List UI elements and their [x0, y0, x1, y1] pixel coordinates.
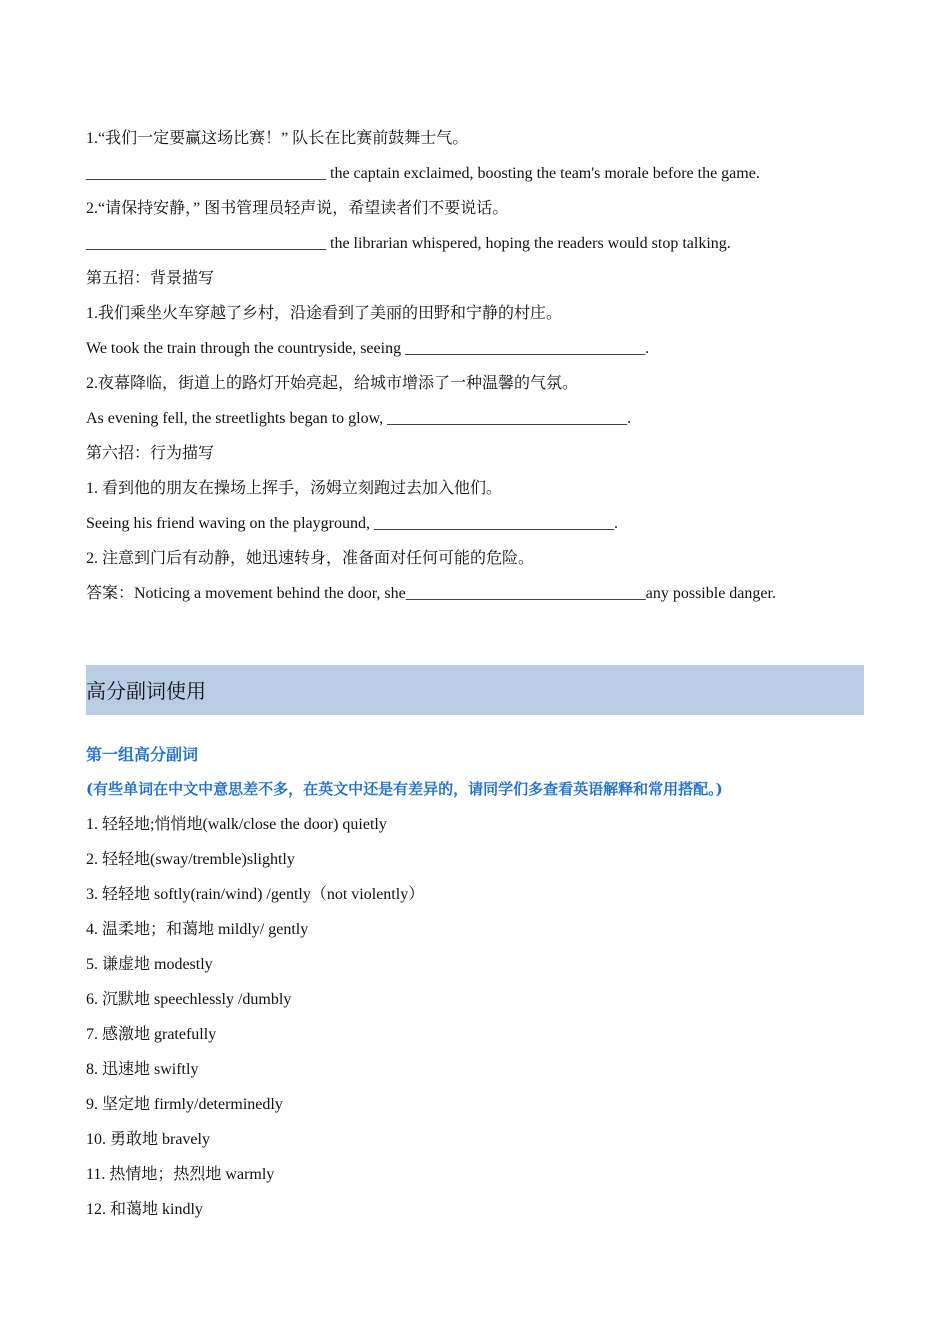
exercise-line: 1.“我们一定要赢这场比赛！” 队长在比赛前鼓舞士气。 — [86, 130, 469, 147]
document-page — [86, 121, 864, 1227]
list-item: 6. 沉默地 speechlessly /dumbly — [86, 991, 292, 1008]
exercise-line: 2. 注意到门后有动静，她迅速转身，准备面对任何可能的危险。 — [86, 550, 535, 567]
list-item: 1. 轻轻地;悄悄地(walk/close the door) quietly — [86, 816, 387, 833]
section-title-bar: 高分副词使用 — [86, 665, 864, 715]
exercise-line: 2.“请保持安静，” 图书管理员轻声说，希望读者们不要说话。 — [86, 200, 509, 217]
exercise-line: 2.夜幕降临，街道上的路灯开始亮起，给城市增添了一种温馨的气氛。 — [86, 375, 579, 392]
adverb-list — [86, 807, 864, 1227]
exercise-line: 1. 看到他的朋友在操场上挥手，汤姆立刻跑过去加入他们。 — [86, 480, 503, 497]
list-item: 8. 迅速地 swiftly — [86, 1061, 199, 1078]
list-item: 7. 感激地 gratefully — [86, 1026, 217, 1043]
list-item: 4. 温柔地；和蔼地 mildly/ gently — [86, 921, 309, 938]
group-note: (有些单词在中文中意思差不多，在英文中还是有差异的，请同学们多查看英语解释和常用搭配。) — [86, 780, 723, 798]
exercise-block — [86, 121, 864, 611]
list-item: 10. 勇敢地 bravely — [86, 1131, 210, 1148]
exercise-line: ______________________________ the librarian whispered, hoping the readers would stop talking. — [86, 235, 731, 252]
exercise-line: 答案：Noticing a movement behind the door, she______________________________any possible danger. — [86, 585, 776, 602]
exercise-line: As evening fell, the streetlights began to glow, ______________________________. — [86, 410, 632, 427]
list-item: 11. 热情地；热烈地 warmly — [86, 1166, 275, 1183]
exercise-heading: 第五招：背景描写 — [86, 270, 215, 287]
exercise-line: We took the train through the countryside, seeing ______________________________. — [86, 340, 650, 357]
spacer — [86, 715, 864, 737]
exercise-heading: 第六招：行为描写 — [86, 445, 215, 462]
list-item: 2. 轻轻地(sway/tremble)slightly — [86, 851, 295, 868]
list-item: 3. 轻轻地 softly(rain/wind) /gently（not violently） — [86, 886, 425, 903]
list-item: 5. 谦虚地 modestly — [86, 956, 213, 973]
exercise-line: ______________________________ the captain exclaimed, boosting the team's morale before the game. — [86, 165, 760, 182]
group-title: 第一组高分副词 — [86, 745, 199, 764]
exercise-line: Seeing his friend waving on the playground, ______________________________. — [86, 515, 618, 532]
spacer — [86, 611, 864, 665]
list-item: 12. 和蔼地 kindly — [86, 1201, 203, 1218]
exercise-line: 1.我们乘坐火车穿越了乡村，沿途看到了美丽的田野和宁静的村庄。 — [86, 305, 563, 322]
list-item: 9. 坚定地 firmly/determinedly — [86, 1096, 283, 1113]
